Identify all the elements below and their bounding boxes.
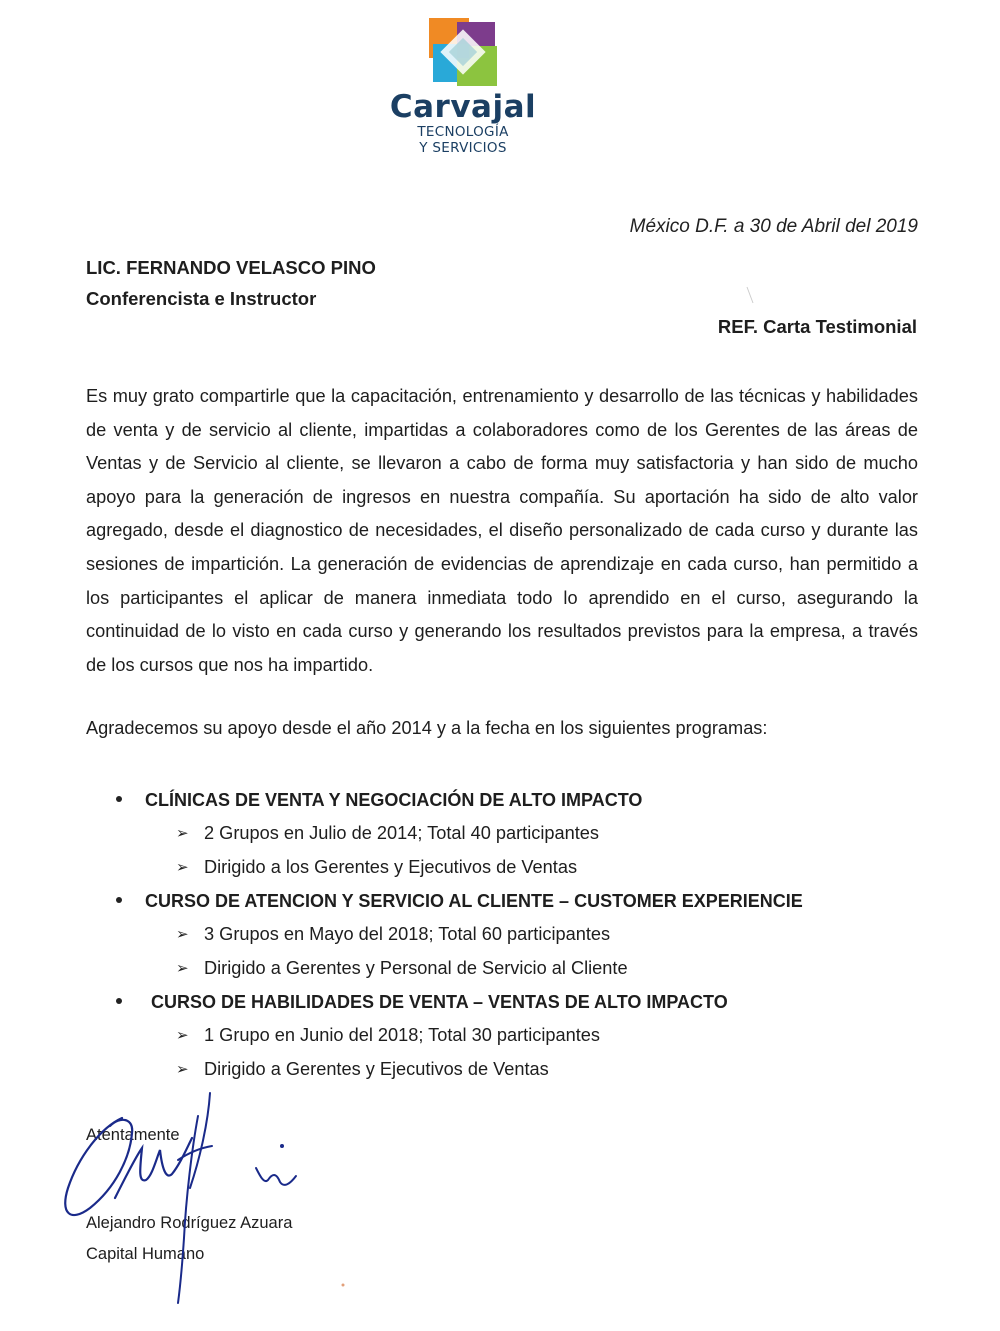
scan-mark	[745, 285, 755, 305]
program-title: CLÍNICAS DE VENTA Y NEGOCIACIÓN DE ALTO IMPACTO	[145, 790, 643, 810]
brand-subtitle-line2: Y SERVICIOS	[419, 140, 507, 156]
carvajal-logo-icon	[427, 16, 499, 88]
letter-body: Es muy grato compartirle que la capacitación, entrenamiento y desarrollo de las técnicas y habilidades de venta y de servicio al cliente, impartidas a colaboradores como de los Gerentes de las áreas de Ventas y de Servicio al cliente, se llevaron a cabo de forma muy satisfactoria y han sido de mucho apoyo para la generación de ingresos en nuestra compañía. Su aportación ha sido de alto valor agregado, desde el diagnostico de necesidades, el diseño personalizado de cada curso y durante las sesiones de impartición. La generación de evidencias de aprendizaje en cada curso, han permitido a los participantes el aplicar de manera inmediata todo lo aprendido en el curso, asegurando la continuidad de lo visto en cada curso y generando los resultados previstos para la empresa, a través de los cursos que nos ha impartido.	[86, 386, 918, 675]
reference-line: REF. Carta Testimonial	[717, 316, 917, 337]
bullet-icon	[116, 897, 122, 903]
program-title-row	[112, 783, 912, 817]
arrow-bullet-icon: ➢	[176, 1027, 189, 1045]
scan-mark	[340, 1282, 346, 1288]
program-title-row	[112, 985, 912, 1019]
arrow-bullet-icon: ➢	[176, 858, 189, 876]
recipient-block	[86, 252, 376, 314]
program-detail-text: 2 Grupos en Julio de 2014; Total 40 participantes	[204, 823, 599, 843]
company-logo	[388, 16, 538, 156]
program-title: CURSO DE ATENCION Y SERVICIO AL CLIENTE – CUSTOMER EXPERIENCIE	[145, 891, 803, 912]
program-detail	[112, 817, 912, 851]
programs-list	[112, 783, 912, 1087]
brand-name: Carvajal	[389, 89, 537, 125]
bullet-icon	[116, 796, 122, 802]
program-title: CURSO DE HABILIDADES DE VENTA – VENTAS DE ALTO IMPACTO	[151, 992, 728, 1013]
brand-subtitle-line1: TECNOLOGÍA	[417, 124, 509, 140]
program-detail	[112, 1053, 912, 1087]
closing-word: Atentamente	[86, 1126, 180, 1144]
program-item	[112, 985, 912, 1086]
program-detail-text: Dirigido a Gerentes y Ejecutivos de Ventas	[204, 1058, 549, 1079]
bullet-icon	[116, 998, 122, 1004]
recipient-role: Conferencista e Instructor	[86, 288, 317, 309]
program-item	[112, 783, 912, 884]
program-item	[112, 884, 912, 985]
thanks-line: Agradecemos su apoyo desde el año 2014 y a la fecha en los siguientes programas:	[86, 718, 768, 738]
letter-date: México D.F. a 30 de Abril del 2019	[629, 216, 918, 237]
program-detail	[112, 1019, 912, 1053]
program-detail	[112, 918, 912, 952]
signer-department: Capital Humano	[86, 1245, 205, 1263]
arrow-bullet-icon: ➢	[176, 959, 189, 977]
program-detail	[112, 952, 912, 986]
program-title-row	[112, 884, 912, 918]
arrow-bullet-icon: ➢	[176, 926, 189, 944]
program-detail-text: Dirigido a Gerentes y Personal de Servicio al Cliente	[204, 957, 628, 978]
signer-name: Alejandro Rodríguez Azuara	[86, 1214, 293, 1232]
program-detail	[112, 851, 912, 885]
program-detail-text: 3 Grupos en Mayo del 2018; Total 60 participantes	[204, 924, 611, 945]
program-detail-text: 1 Grupo en Junio del 2018; Total 30 participantes	[204, 1025, 601, 1046]
recipient-name: LIC. FERNANDO VELASCO PINO	[86, 257, 376, 278]
program-detail-text: Dirigido a los Gerentes y Ejecutivos de Ventas	[204, 856, 578, 877]
handwritten-signature	[60, 1088, 320, 1308]
arrow-bullet-icon: ➢	[176, 825, 189, 842]
arrow-bullet-icon: ➢	[176, 1060, 189, 1078]
